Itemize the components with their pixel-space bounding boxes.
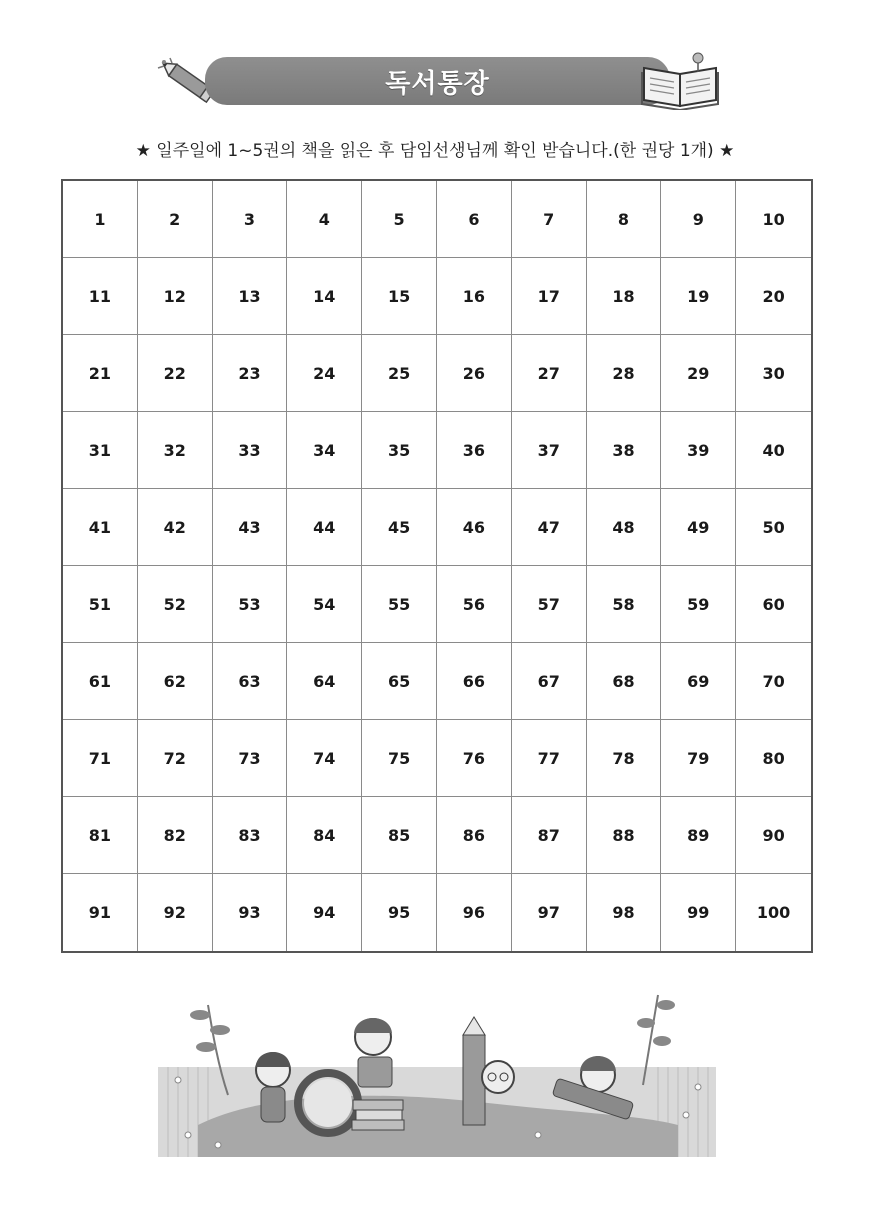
stamp-cell: 49 — [661, 489, 736, 566]
stamp-cell: 3 — [213, 181, 288, 258]
stamp-cell: 92 — [138, 874, 213, 951]
stamp-cell: 25 — [362, 335, 437, 412]
stamp-cell: 50 — [736, 489, 811, 566]
stamp-cell: 14 — [287, 258, 362, 335]
stamp-cell: 86 — [437, 797, 512, 874]
stamp-cell: 61 — [63, 643, 138, 720]
stamp-cell: 99 — [661, 874, 736, 951]
stamp-cell: 11 — [63, 258, 138, 335]
stamp-cell: 70 — [736, 643, 811, 720]
stamp-cell: 47 — [512, 489, 587, 566]
stamp-cell: 16 — [437, 258, 512, 335]
stamp-cell: 89 — [661, 797, 736, 874]
stamp-cell: 90 — [736, 797, 811, 874]
stamp-cell: 2 — [138, 181, 213, 258]
stamp-cell: 34 — [287, 412, 362, 489]
stamp-cell: 20 — [736, 258, 811, 335]
stamp-cell: 23 — [213, 335, 288, 412]
stamp-cell: 45 — [362, 489, 437, 566]
stamp-cell: 32 — [138, 412, 213, 489]
stamp-cell: 80 — [736, 720, 811, 797]
children-reading-illustration — [158, 975, 716, 1160]
stamp-cell: 85 — [362, 797, 437, 874]
stamp-cell: 28 — [587, 335, 662, 412]
stamp-cell: 43 — [213, 489, 288, 566]
stamp-cell: 51 — [63, 566, 138, 643]
stamp-cell: 69 — [661, 643, 736, 720]
stamp-cell: 57 — [512, 566, 587, 643]
stamp-cell: 13 — [213, 258, 288, 335]
stamp-cell: 5 — [362, 181, 437, 258]
stamp-cell: 41 — [63, 489, 138, 566]
stamp-cell: 52 — [138, 566, 213, 643]
stamp-cell: 12 — [138, 258, 213, 335]
stamp-cell: 93 — [213, 874, 288, 951]
stamp-cell: 78 — [587, 720, 662, 797]
stamp-cell: 67 — [512, 643, 587, 720]
stamp-cell: 9 — [661, 181, 736, 258]
stamp-cell: 53 — [213, 566, 288, 643]
stamp-cell: 94 — [287, 874, 362, 951]
stamp-cell: 36 — [437, 412, 512, 489]
stamp-cell: 39 — [661, 412, 736, 489]
stamp-cell: 7 — [512, 181, 587, 258]
stamp-cell: 24 — [287, 335, 362, 412]
stamp-cell: 64 — [287, 643, 362, 720]
stamp-cell: 48 — [587, 489, 662, 566]
stamp-cell: 84 — [287, 797, 362, 874]
stamp-cell: 66 — [437, 643, 512, 720]
stamp-cell: 37 — [512, 412, 587, 489]
stamp-cell: 60 — [736, 566, 811, 643]
stamp-cell: 81 — [63, 797, 138, 874]
stamp-cell: 26 — [437, 335, 512, 412]
stamp-cell: 88 — [587, 797, 662, 874]
stamp-cell: 100 — [756, 903, 791, 922]
stamp-cell: 18 — [587, 258, 662, 335]
stamp-cell: 29 — [661, 335, 736, 412]
stamp-cell: 63 — [213, 643, 288, 720]
stamp-cell: 40 — [736, 412, 811, 489]
stamp-cell: 79 — [661, 720, 736, 797]
reading-stamp-grid — [61, 179, 813, 953]
stamp-cell: 87 — [512, 797, 587, 874]
stamp-cell: 6 — [437, 181, 512, 258]
stamp-cell: 27 — [512, 335, 587, 412]
stamp-cell: 91 — [63, 874, 138, 951]
stamp-cell: 4 — [287, 181, 362, 258]
title-banner — [205, 57, 670, 105]
stamp-cell: 72 — [138, 720, 213, 797]
stamp-cell: 65 — [362, 643, 437, 720]
stamp-cell: 19 — [661, 258, 736, 335]
stamp-cell: 15 — [362, 258, 437, 335]
page-title: 독서통장 — [385, 68, 490, 99]
stamp-cell: 35 — [362, 412, 437, 489]
stamp-cell: 97 — [512, 874, 587, 951]
stamp-cell: 75 — [362, 720, 437, 797]
stamp-cell: 17 — [512, 258, 587, 335]
stamp-cell: 68 — [587, 643, 662, 720]
stamp-cell: 71 — [63, 720, 138, 797]
stamp-cell: 59 — [661, 566, 736, 643]
stamp-cell: 10 — [736, 181, 811, 258]
stamp-cell: 46 — [437, 489, 512, 566]
stamp-cell: 8 — [587, 181, 662, 258]
stamp-cell: 96 — [437, 874, 512, 951]
stamp-cell: 42 — [138, 489, 213, 566]
stamp-cell: 30 — [736, 335, 811, 412]
stamp-cell: 55 — [362, 566, 437, 643]
stamp-cell: 31 — [63, 412, 138, 489]
stamp-cell: 44 — [287, 489, 362, 566]
stamp-cell: 56 — [437, 566, 512, 643]
stamp-cell: 58 — [587, 566, 662, 643]
stamp-cell: 21 — [63, 335, 138, 412]
stamp-cell: 73 — [213, 720, 288, 797]
stamp-cell: 95 — [362, 874, 437, 951]
stamp-cell: 83 — [213, 797, 288, 874]
stamp-cell: 22 — [138, 335, 213, 412]
open-book-icon — [640, 50, 720, 110]
stamp-cell: 82 — [138, 797, 213, 874]
stamp-cell: 62 — [138, 643, 213, 720]
stamp-cell: 76 — [437, 720, 512, 797]
stamp-cell: 1 — [63, 181, 138, 258]
stamp-cell: 98 — [587, 874, 662, 951]
stamp-cell: 54 — [287, 566, 362, 643]
stamp-cell: 74 — [287, 720, 362, 797]
stamp-cell: 33 — [213, 412, 288, 489]
instruction-text: ★ 일주일에 1~5권의 책을 읽은 후 담임선생님께 확인 받습니다.(한 권당 1개) ★ — [135, 141, 735, 161]
stamp-cell: 77 — [512, 720, 587, 797]
stamp-cell: 38 — [587, 412, 662, 489]
